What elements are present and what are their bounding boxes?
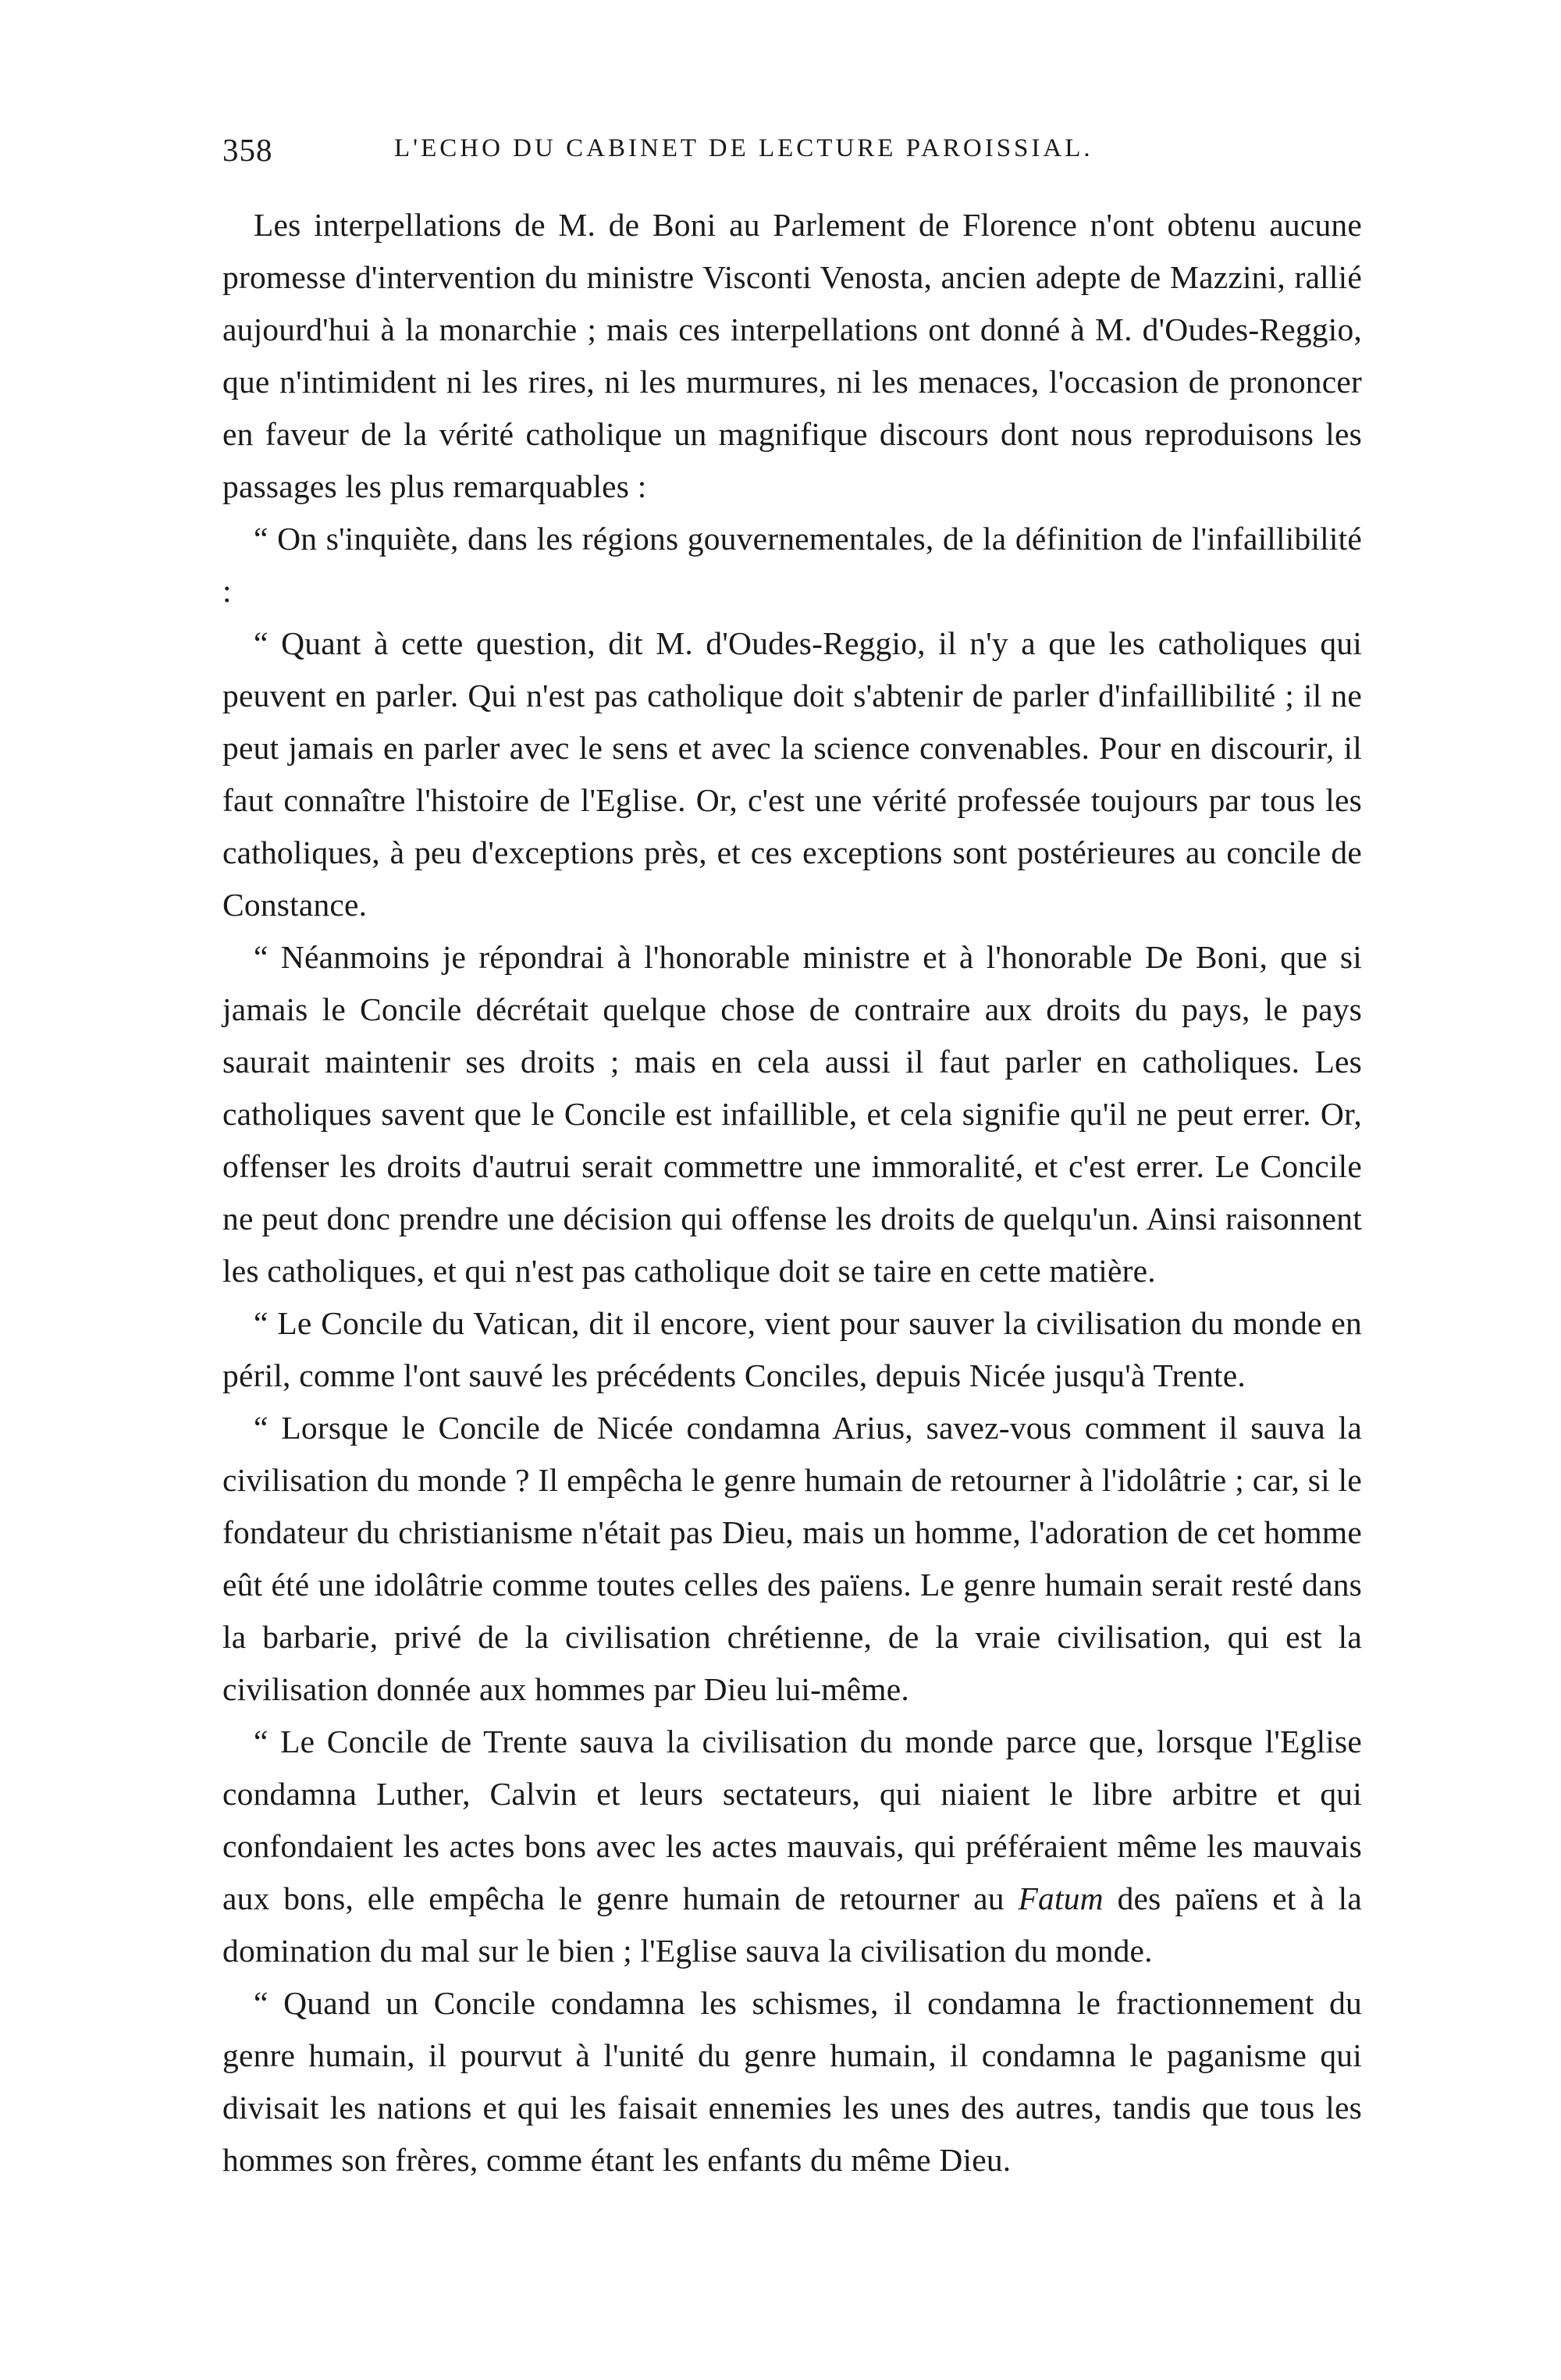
paragraph-quote-council-rights: “ Néanmoins je répondrai à l'honorable ministre et à l'honorable De Boni, que si jamais le Concile décrétait quelque chose de contraire aux droits du pays, le pays saurait maintenir ses droits ; mais en cela aussi il faut parler en catholiques. Les catholiques savent que le Concile est infaillible, et cela signifie qu'il ne peut errer. Or, offenser les droits d'autrui serait commettre une immoralité, et c'est errer. Le Concile ne peut donc prendre une décision qui offense les droits de quelqu'un. Ainsi raisonnent les catholiques, et qui n'est pas catholique doit se taire en cette matière. bbox=[222, 939, 1362, 1289]
paragraph-intro: Les interpellations de M. de Boni au Parlement de Florence n'ont obtenu aucune promesse d'intervention du ministre Visconti Venosta, ancien adepte de Mazzini, rallié aujourd'hui à la monarchie ; mais ces interpellations ont donné à M. d'Oudes-Reggio, que n'intimident ni les rires, ni les murmures, ni les menaces, l'occasion de prononcer en faveur de la vérité catholique un magnifique discours dont nous reproduisons les passages les plus remarquables : bbox=[222, 207, 1362, 504]
page-header bbox=[222, 131, 1362, 178]
paragraph-quote-trent: “ Le Concile de Trente sauva la civilisation du monde parce que, lorsque l'Eglise condamna Luther, Calvin et leurs sectateurs, qui niaient le libre arbitre et qui confondaient les actes bons avec les actes mauvais, qui préféraient même les mauvais aux bons, elle empêcha le genre humain de retourner au Fatum des païens et à la domination du mal sur le bien ; l'Eglise sauva la civilisation du monde. bbox=[222, 1724, 1362, 1969]
paragraph-quote-vatican: “ Le Concile du Vatican, dit il encore, vient pour sauver la civilisation du monde en péril, comme l'ont sauvé les précédents Conciles, depuis Nicée jusqu'à Trente. bbox=[222, 1305, 1362, 1393]
italic-fatum: Fatum bbox=[1018, 1880, 1104, 1916]
paragraph-quote-infallibility: “ On s'inquiète, dans les régions gouvernementales, de la définition de l'infaillibilité : bbox=[222, 521, 1362, 609]
paragraph-quote-schisms: “ Quand un Concile condamna les schismes, il condamna le fractionnement du genre humain, il pourvut à l'unité du genre humain, il condamna le paganisme qui divisait les nations et qui les faisait ennemies les unes des autres, tandis que tous les hommes son frères, comme étant les enfants du même Dieu. bbox=[222, 1985, 1362, 2178]
paragraph-quote-question: “ Quant à cette question, dit M. d'Oudes-Reggio, il n'y a que les catholiques qui peuvent en parler. Qui n'est pas catholique doit s'abtenir de parler d'infaillibilité ; il ne peut jamais en parler avec le sens et avec la science convenables. Pour en discourir, il faut connaître l'histoire de l'Eglise. Or, c'est une vérité professée toujours par tous les catholiques, à peu d'exceptions près, et ces exceptions sont postérieures au concile de Constance. bbox=[222, 625, 1362, 923]
body-text bbox=[222, 199, 1362, 2186]
paragraph-quote-nicaea: “ Lorsque le Concile de Nicée condamna Arius, savez-vous comment il sauva la civilisation du monde ? Il empêcha le genre humain de retourner à l'idolâtrie ; car, si le fondateur du christianisme n'était pas Dieu, mais un homme, l'adoration de cet homme eût été une idolâtrie comme toutes celles des païens. Le genre humain serait resté dans la barbarie, privé de la civilisation chrétienne, de la vraie civilisation, qui est la civilisation donnée aux hommes par Dieu lui-même. bbox=[222, 1410, 1362, 1707]
running-title: L'ECHO DU CABINET DE LECTURE PAROISSIAL. bbox=[394, 134, 1093, 162]
page-number: 358 bbox=[222, 132, 273, 168]
